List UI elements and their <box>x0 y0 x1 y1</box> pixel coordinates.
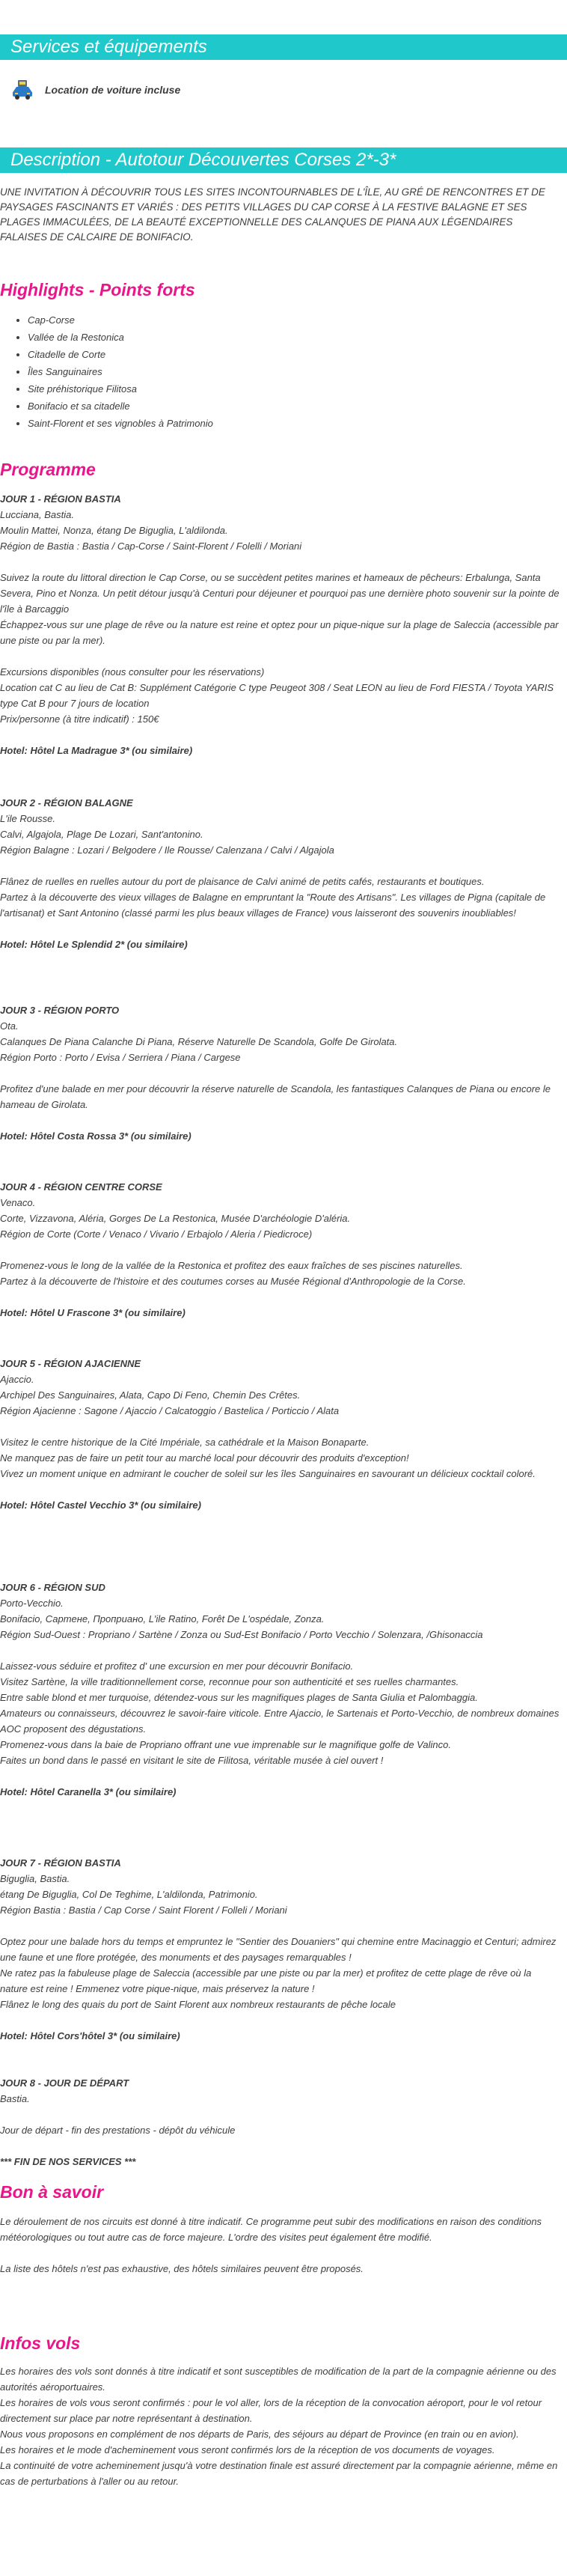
car-rental-icon <box>10 78 34 102</box>
end-of-services: *** FIN DE NOS SERVICES *** <box>0 2156 136 2167</box>
day-line: Région Balagne : Lozari / Belgodere / Ile Rousse/ Calenzana / Calvi / Algajola <box>0 844 334 856</box>
day-title: JOUR 3 - RÉGION PORTO <box>0 1005 120 1016</box>
flights-title: Infos vols <box>0 2333 81 2353</box>
highlight-item: • Cap-Corse <box>28 311 561 329</box>
flights-text <box>0 2363 561 2489</box>
day-body: Ne manquez pas de faire un petit tour au marché local pour découvrir des produits d'exception! <box>0 1452 409 1464</box>
day-body: Entre sable blond et mer turquoise, détendez-vous sur les magnifiques plages de Santa Giulia et Palombaggia. <box>0 1692 478 1703</box>
day-extra: Excursions disponibles (nous consulter pour les réservations) <box>0 666 265 678</box>
day-line: Région Ajacienne : Sagone / Ajaccio / Calcatoggio / Bastelica / Porticcio / Alata <box>0 1405 340 1416</box>
highlight-item: • Saint-Florent et ses vignobles à Patrimonio <box>28 415 561 432</box>
description-title: Description - Autotour Découvertes Corses 2*-3* <box>0 147 567 173</box>
day-line: Corte, Vizzavona, Aléria, Gorges De La Restonica, Musée D'archéologie D'aléria. <box>0 1213 351 1224</box>
highlight-item: • Vallée de la Restonica <box>28 329 561 346</box>
service-label: Location de voiture incluse <box>45 84 181 96</box>
day-body: Partez à la découverte des vieux villages de Balagne en empruntant la "Route des Artisans". Les villages de Pigna (capitale de l'artisanat) et Sant Antonino (classé parmi les plus beaux villages de France) vous laisseront des souvenirs inoubliables! <box>0 892 546 919</box>
day-body: Suivez la route du littoral direction le Cap Corse, ou se succèdent petites marines et hameaux de pêcheurs: Erbalunga, Santa Severa, Pino et Nonza. Un petit détour jusqu'à Centuri pour déjeuner et pourquoi pas une dernière photo souvenir sur la pointe de l'île à Barcaggio <box>0 572 560 615</box>
day-line: Région de Bastia : Bastia / Cap-Corse / Saint-Florent / Folelli / Moriani <box>0 541 302 552</box>
day-body: Profitez d'une balade en mer pour découvrir la réserve naturelle de Scandola, les fantastiques Calanques de Piana ou encore le hameau de Girolata. <box>0 1083 551 1110</box>
day-body: Amateurs ou connaisseurs, découvrez le savoir-faire viticole. Entre Ajaccio, le Sartenais et Porto-Vecchio, de nombreux domaines AOC proposent des dégustations. <box>0 1708 560 1735</box>
day-line: Ota. <box>0 1020 19 1032</box>
day-7 <box>0 1855 561 2044</box>
day-title: JOUR 2 - RÉGION BALAGNE <box>0 797 133 809</box>
day-line: Ajaccio. <box>0 1374 34 1385</box>
services-title: Services et équipements <box>0 34 567 60</box>
day-3 <box>0 1002 561 1144</box>
service-item <box>10 76 180 103</box>
day-body: Ne ratez pas la fabuleuse plage de Saleccia (accessible par une piste ou par la mer) et profitez de cette plage de rêve où la nature est reine ! Emmenez votre pique-nique, mais préservez la nature ! <box>0 1967 532 1994</box>
day-body: Promenez-vous le long de la vallée de la Restonica et profitez des eaux fraîches de ses piscines naturelles. <box>0 1260 463 1271</box>
day-line: Moulin Mattei, Nonza, étang De Biguglia, L'aldilonda. <box>0 525 228 536</box>
day-body: Flânez de ruelles en ruelles autour du port de plaisance de Calvi animé de petits cafés, restaurants et boutiques. <box>0 876 485 887</box>
good-to-know-title: Bon à savoir <box>0 2182 104 2202</box>
day-8 <box>0 2075 561 2169</box>
day-line: Bastia. <box>0 2093 30 2104</box>
day-4 <box>0 1179 561 1321</box>
day-hotel: Hotel: Hôtel La Madrague 3* (ou similaire) <box>0 745 193 756</box>
day-hotel: Hotel: Hôtel Costa Rossa 3* (ou similaire) <box>0 1130 191 1142</box>
day-line: Archipel Des Sanguinaires, Alata, Capo Di Feno, Chemin Des Crêtes. <box>0 1389 301 1401</box>
day-title: JOUR 1 - RÉGION BASTIA <box>0 493 121 505</box>
day-hotel: Hotel: Hôtel Le Splendid 2* (ou similaire) <box>0 939 188 950</box>
day-body: Laissez-vous séduire et profitez d' une excursion en mer pour découvrir Bonifacio. <box>0 1660 354 1672</box>
day-body: Optez pour une balade hors du temps et empruntez le "Sentier des Douaniers" qui chemine entre Macinaggio et Centuri; admirez une faune et une flore protégée, des monuments et des paysages remarquables ! <box>0 1936 557 1963</box>
good-to-know-paragraph: La liste des hôtels n'est pas exhaustive, des hôtels similaires peuvent être proposés. <box>0 2263 364 2274</box>
day-title: JOUR 6 - RÉGION SUD <box>0 1582 105 1593</box>
day-line: étang De Biguglia, Col De Teghime, L'aldilonda, Patrimonio. <box>0 1889 258 1900</box>
flights-line: La continuité de votre acheminement jusqu'à votre destination finale est assuré directement par la compagnie aérienne, même en cas de perturbations à l'aller ou au retour. <box>0 2460 558 2487</box>
day-line: Calanques De Piana Calanche Di Piana, Réserve Naturelle De Scandola, Golfe De Girolata. <box>0 1036 398 1047</box>
highlight-item: • Bonifacio et sa citadelle <box>28 398 561 415</box>
day-2 <box>0 795 561 952</box>
day-line: Venaco. <box>0 1197 36 1208</box>
day-line: Région Bastia : Bastia / Cap Corse / Saint Florent / Folleli / Moriani <box>0 1904 287 1916</box>
day-body: Promenez-vous dans la baie de Propriano offrant une vue imprenable sur le magnifique golfe de Valinco. <box>0 1739 451 1750</box>
day-line: Région de Corte (Corte / Venaco / Vivario / Erbajolo / Aleria / Piedicroce) <box>0 1228 313 1240</box>
day-body: Vivez un moment unique en admirant le coucher de soleil sur les îles Sanguinaires en savourant un délicieux cocktail coloré. <box>0 1468 536 1479</box>
day-body: Visitez le centre historique de la Cité Impériale, sa cathédrale et la Maison Bonaparte. <box>0 1437 370 1448</box>
flights-line: Les horaires de vols vous seront confirmés : pour le vol aller, lors de la réception de la convocation aéroport, pour le vol retour directement sur place par notre représentant à destination. <box>0 2397 542 2424</box>
day-body: Partez à la découverte de l'histoire et des coutumes corses au Musée Régional d'Anthropologie de la Corse. <box>0 1276 466 1287</box>
program-title: Programme <box>0 460 96 479</box>
day-hotel: Hotel: Hôtel U Frascone 3* (ou similaire) <box>0 1307 186 1318</box>
day-line: Biguglia, Bastia. <box>0 1873 70 1884</box>
highlights-list <box>0 311 561 432</box>
day-6 <box>0 1580 561 1800</box>
highlights-title: Highlights - Points forts <box>0 280 195 299</box>
good-to-know-text <box>0 2214 561 2277</box>
day-body: Jour de départ - fin des prestations - dépôt du véhicule <box>0 2125 236 2136</box>
highlight-item: • Îles Sanguinaires <box>28 363 561 380</box>
day-extra: Location cat C au lieu de Cat B: Supplément Catégorie C type Peugeot 308 / Seat LEON au lieu de Ford FIESTA / Toyota YARIS type Cat B pour 7 jours de location <box>0 682 554 709</box>
good-to-know-paragraph: Le déroulement de nos circuits est donné à titre indicatif. Ce programme peut subir des modifications en raison des conditions météorologiques ou tout autre cas de force majeure. L'ordre des visites peut également être modifié. <box>0 2216 542 2243</box>
day-title: JOUR 7 - RÉGION BASTIA <box>0 1857 121 1869</box>
day-line: Lucciana, Bastia. <box>0 509 75 520</box>
day-5 <box>0 1356 561 1513</box>
day-title: JOUR 8 - JOUR DE DÉPART <box>0 2077 129 2089</box>
day-line: Bonifacio, Сартене, Проприано, L'ile Ratino, Forêt De L'ospédale, Zonza. <box>0 1613 325 1625</box>
highlight-item: • Site préhistorique Filitosa <box>28 380 561 398</box>
day-body: Visitez Sartène, la ville traditionnellement corse, reconnue pour son authenticité et ses ruelles charmantes. <box>0 1676 459 1687</box>
flights-line: Les horaires et le mode d'acheminement vous seront confirmés lors de la réception de vos documents de voyages. <box>0 2444 495 2455</box>
day-line: Porto-Vecchio. <box>0 1598 64 1609</box>
day-body: Flânez le long des quais du port de Saint Florent aux nombreux restaurants de pêche locale <box>0 1999 396 2010</box>
day-line: Calvi, Algajola, Plage De Lozari, Sant'antonino. <box>0 829 203 840</box>
day-1 <box>0 491 561 758</box>
day-body: Échappez-vous sur une plage de rêve ou la nature est reine et optez pour un pique-nique sur la plage de Saleccia (accessible par une piste ou par la mer). <box>0 619 559 646</box>
flights-line: Les horaires des vols sont donnés à titre indicatif et sont susceptibles de modification de la part de la compagnie aérienne ou des autorités aéroportuaires. <box>0 2366 557 2393</box>
day-title: JOUR 4 - RÉGION CENTRE CORSE <box>0 1181 162 1193</box>
day-line: Région Porto : Porto / Evisa / Serriera / Piana / Cargese <box>0 1052 241 1063</box>
day-body: Faites un bond dans le passé en visitant le site de Filitosa, véritable musée à ciel ouvert ! <box>0 1755 384 1766</box>
day-hotel: Hotel: Hôtel Castel Vecchio 3* (ou similaire) <box>0 1499 201 1511</box>
day-title: JOUR 5 - RÉGION AJACIENNE <box>0 1358 141 1369</box>
description-text: UNE INVITATION À DÉCOUVRIR TOUS LES SITES INCONTOURNABLES DE L'ÎLE, AU GRÉ DE RENCONTRES ET DE PAYSAGES FASCINANTS ET VARIÉS : DES PETITS VILLAGES DU CAP CORSE À LA FESTIVE BALAGNE ET SES PLAGES IMMACULÉES, DE LA BEAUTÉ EXCEPTIONNELLE DES CALANQUES DE PIANA AUX LÉGENDAIRES FALAISES DE CALCAIRE DE BONIFACIO. <box>0 186 545 243</box>
day-line: Région Sud-Ouest : Propriano / Sartène / Zonza ou Sud-Est Bonifacio / Porto Vecchio / Solenzara, /Ghisonaccia <box>0 1629 483 1640</box>
day-line: L'ile Rousse. <box>0 813 56 824</box>
day-extra: Prix/personne (à titre indicatif) : 150€ <box>0 713 159 725</box>
flights-line: Nous vous proposons en complément de nos départs de Paris, des séjours au départ de Province (en train ou en avion). <box>0 2429 519 2440</box>
day-hotel: Hotel: Hôtel Cors'hôtel 3* (ou similaire) <box>0 2030 180 2041</box>
day-hotel: Hotel: Hôtel Caranella 3* (ou similaire) <box>0 1786 177 1797</box>
highlight-item: • Citadelle de Corte <box>28 346 561 363</box>
